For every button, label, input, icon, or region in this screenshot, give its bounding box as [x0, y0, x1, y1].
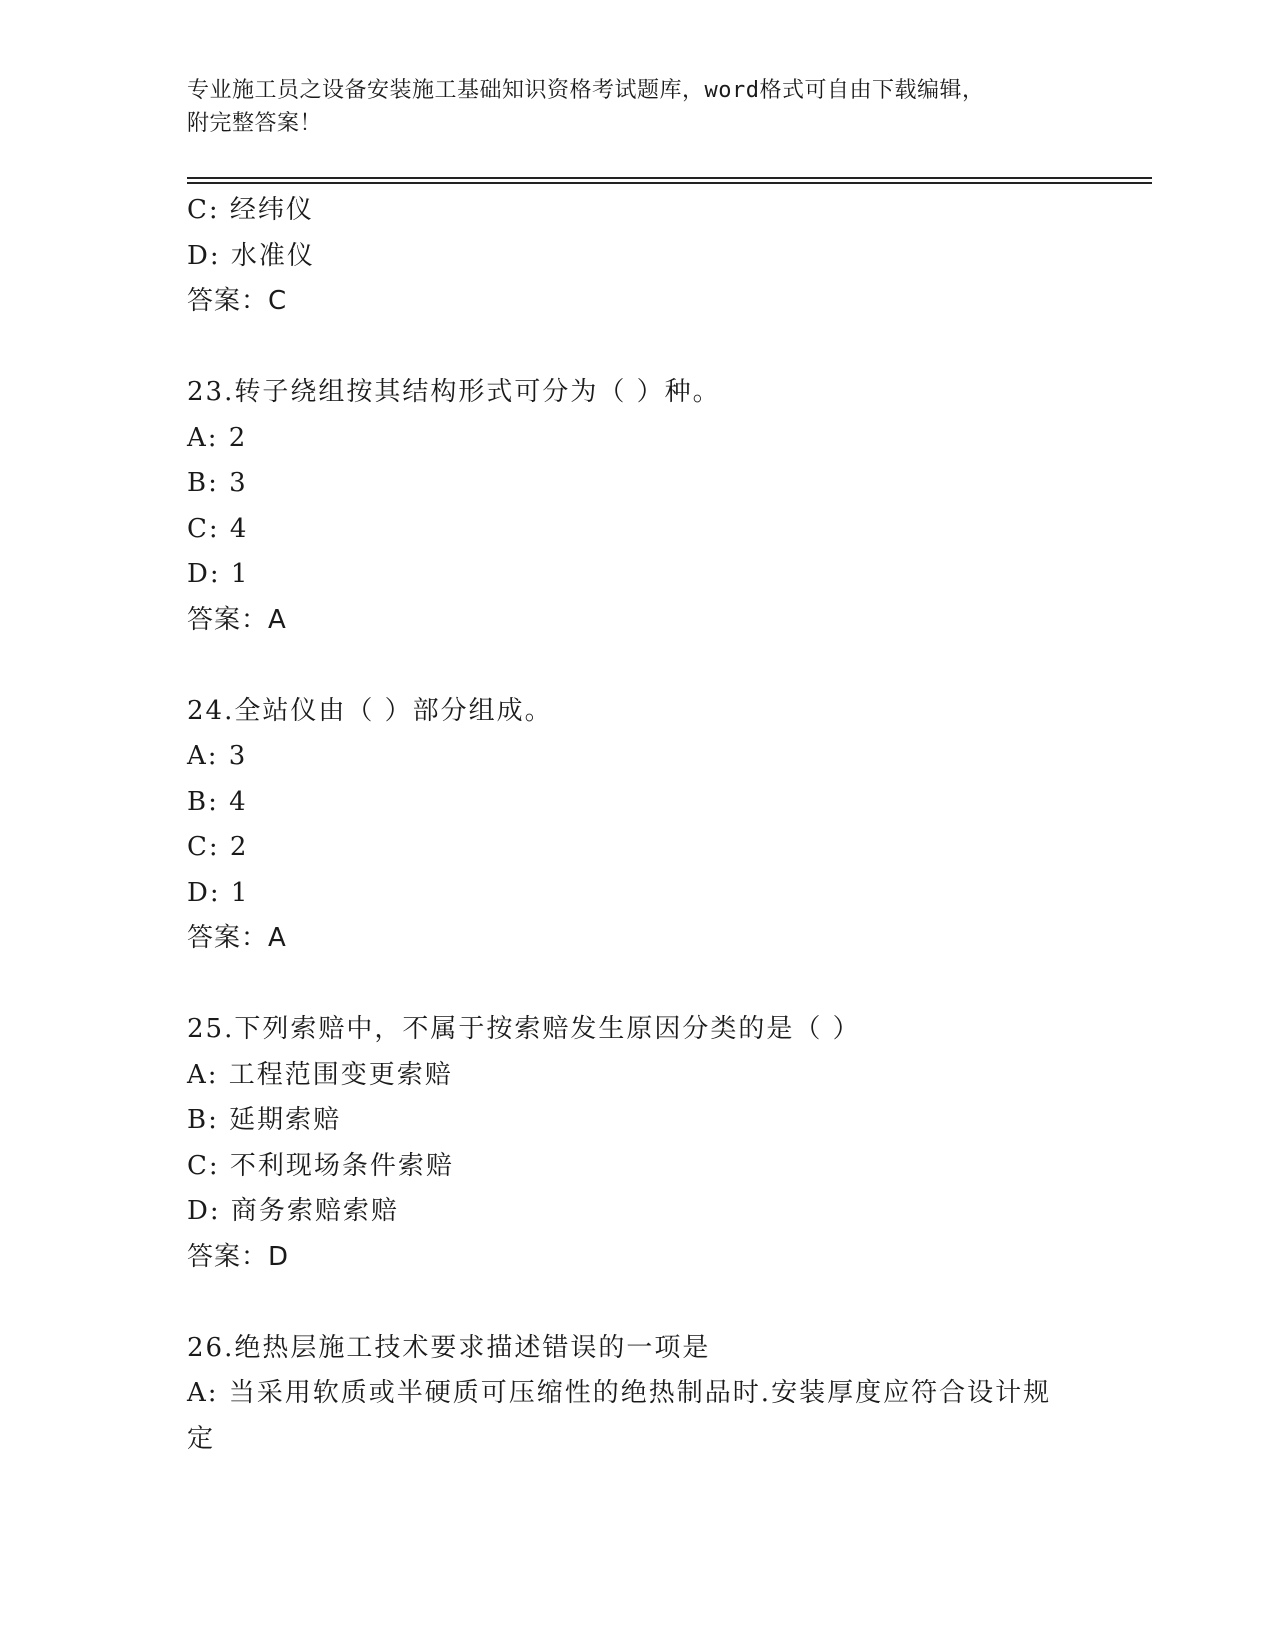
header-divider-bottom: [187, 182, 1152, 184]
answer: 答案：D: [187, 1241, 290, 1272]
option-c: C: 经纬仪: [187, 195, 314, 225]
header-divider-top: [187, 177, 1152, 179]
question-text: 26.绝热层施工技术要求描述错误的一项是: [187, 1332, 711, 1363]
question-24: [187, 689, 1067, 962]
question-text: 25.下列索赔中，不属于按索赔发生原因分类的是（ ）: [187, 1014, 861, 1044]
document-header: [187, 74, 1067, 140]
spacer: [187, 1280, 1067, 1326]
answer: 答案：A: [187, 923, 287, 953]
option-a: A: 当采用软质或半硬质可压缩性的绝热制品时.安装厚度应符合设计规定: [187, 1378, 1052, 1454]
question-list: [187, 188, 1067, 1462]
option-d: D: 商务索赔索赔: [187, 1196, 399, 1226]
spacer: [187, 962, 1067, 1008]
answer: 答案：C: [187, 286, 288, 316]
option-b: B: 延期索赔: [187, 1105, 342, 1135]
option-d: D: 1: [187, 877, 250, 908]
question-22: [187, 188, 1067, 325]
option-b: B: 4: [187, 786, 248, 817]
spacer: [187, 643, 1067, 689]
option-d: D: 1: [187, 559, 250, 589]
header-line-2: 附完整答案！: [187, 111, 323, 136]
option-c: C: 不利现场条件索赔: [187, 1150, 454, 1181]
answer: 答案：A: [187, 604, 287, 635]
option-a: A: 3: [187, 741, 248, 771]
option-a: A: 2: [187, 422, 248, 453]
option-a: A: 工程范围变更索赔: [187, 1059, 453, 1090]
question-text: 24.全站仪由（ ）部分组成。: [187, 695, 553, 726]
header-line-1: 专业施工员之设备安装施工基础知识资格考试题库，word格式可自由下载编辑，: [187, 78, 985, 103]
option-d: D: 水准仪: [187, 240, 315, 271]
question-26: [187, 1326, 1067, 1463]
question-text: 23.转子绕组按其结构形式可分为（ ）种。: [187, 377, 721, 407]
spacer: [187, 325, 1067, 371]
question-25: [187, 1007, 1067, 1280]
option-c: C: 2: [187, 832, 249, 862]
option-b: B: 3: [187, 468, 248, 498]
option-c: C: 4: [187, 513, 249, 544]
question-23: [187, 370, 1067, 643]
